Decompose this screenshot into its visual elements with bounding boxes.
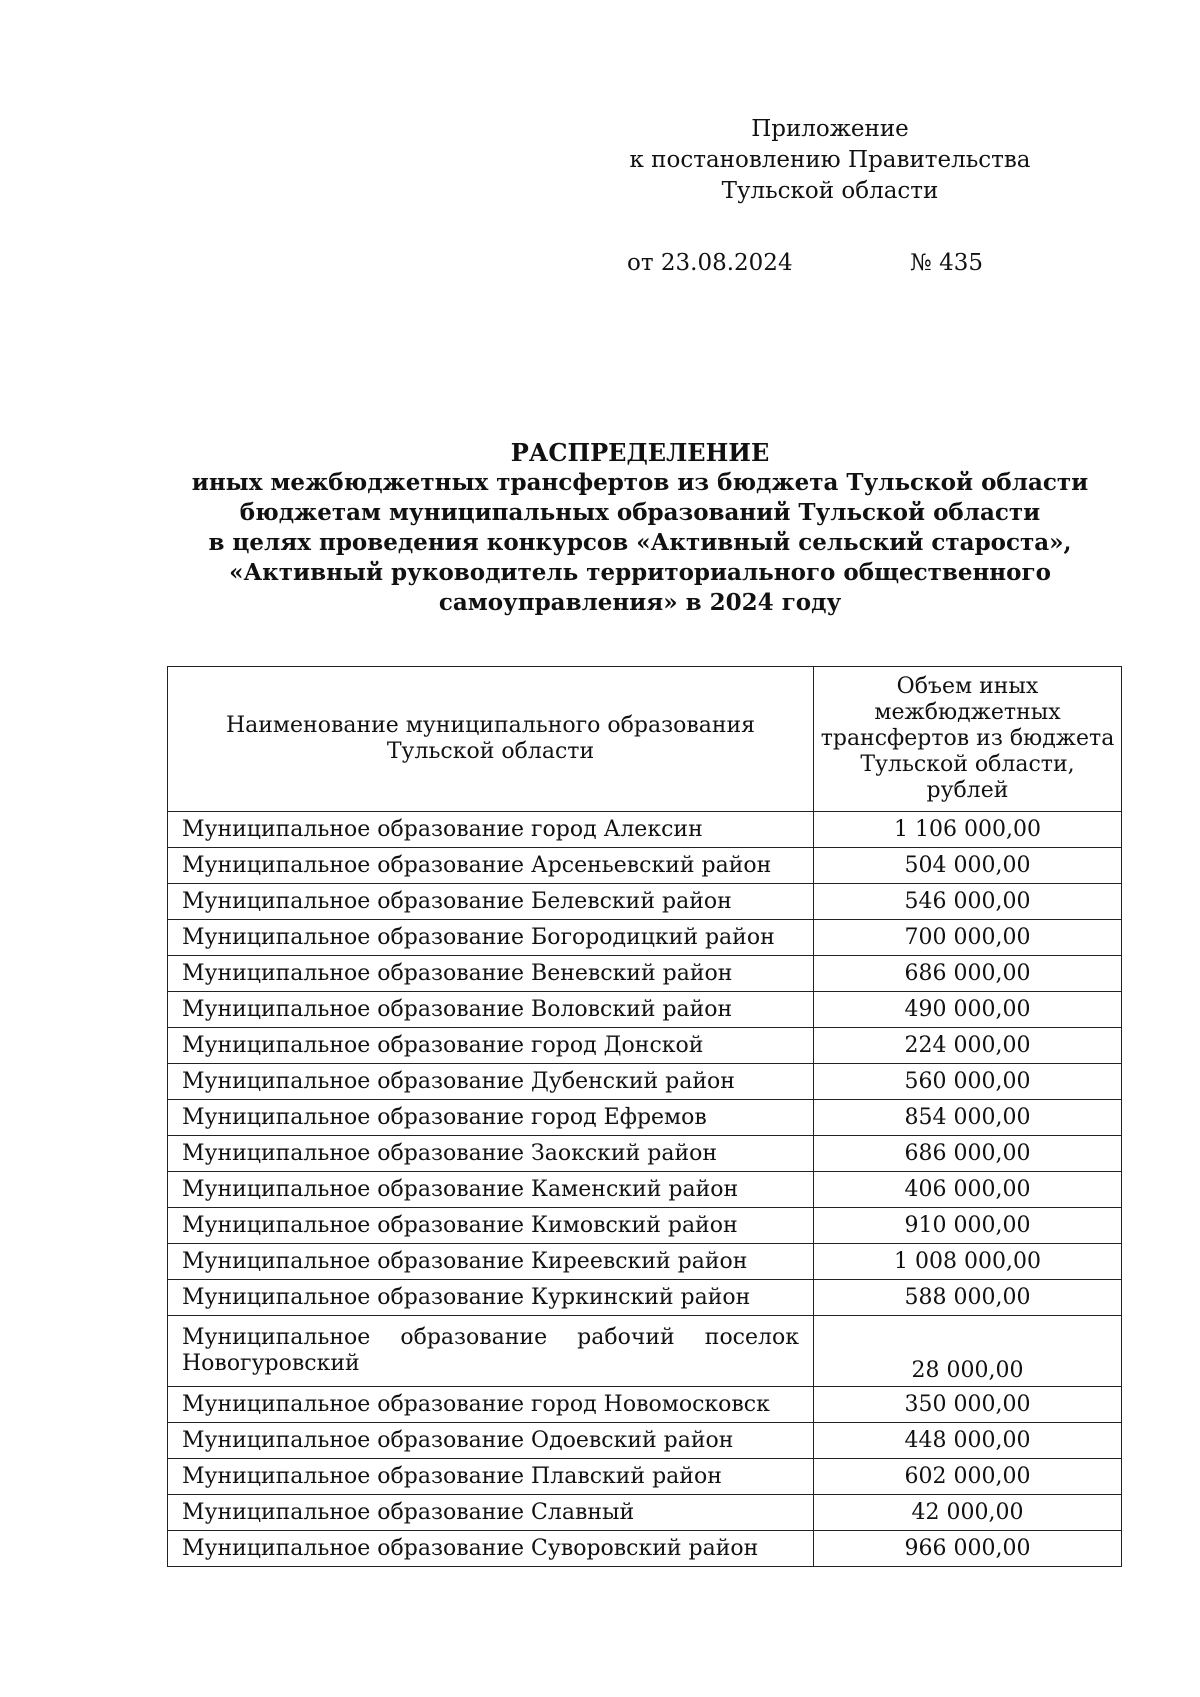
transfer-amount: 28 000,00 [814,1316,1122,1387]
table-row [168,1172,1122,1208]
title-line: бюджетам муниципальных образований Тульской области [239,499,1041,526]
transfer-amount: 686 000,00 [814,956,1122,992]
municipality-name: Муниципальное образование город Донской [168,1028,814,1064]
transfer-amount: 602 000,00 [814,1459,1122,1495]
municipality-name: Муниципальное образование Арсеньевский район [168,848,814,884]
transfer-amount: 490 000,00 [814,992,1122,1028]
table-row [168,1208,1122,1244]
municipality-name: Муниципальное образование город Новомосковск [168,1387,814,1423]
table-row [168,1459,1122,1495]
title-line: в целях проведения конкурсов «Активный сельский староста», [208,529,1072,556]
table-row [168,956,1122,992]
title-line: самоуправления» в 2024 году [438,589,842,616]
municipality-name: Муниципальное образование Богородицкий район [168,920,814,956]
transfer-amount: 1 106 000,00 [814,812,1122,848]
transfer-amount: 504 000,00 [814,848,1122,884]
transfer-amount: 42 000,00 [814,1495,1122,1531]
table-body [168,812,1122,1567]
title-heading: РАСПРЕДЕЛЕНИЕ [510,438,770,467]
table-row [168,1531,1122,1567]
transfer-amount: 686 000,00 [814,1136,1122,1172]
annex-line: к постановлению Правительства [629,147,1031,173]
municipality-name: Муниципальное образование Белевский район [168,884,814,920]
table-row [168,848,1122,884]
table-row [168,1244,1122,1280]
transfer-amount: 224 000,00 [814,1028,1122,1064]
table-row [168,992,1122,1028]
transfer-amount: 854 000,00 [814,1100,1122,1136]
table-row [168,1316,1122,1387]
table-row [168,1028,1122,1064]
municipality-name: Муниципальное образование Киреевский район [168,1244,814,1280]
municipality-name: Муниципальное образование Воловский район [168,992,814,1028]
municipality-name: Муниципальное образование Суворовский район [168,1531,814,1567]
table-row [168,1100,1122,1136]
municipality-name: Муниципальное образование Плавский район [168,1459,814,1495]
municipality-name: Муниципальное образование рабочий поселок Новогуровский [168,1316,814,1387]
municipality-name: Муниципальное образование город Алексин [168,812,814,848]
header-name: Наименование муниципального образования Тульской области [168,667,814,812]
transfer-amount: 546 000,00 [814,884,1122,920]
transfer-amount: 700 000,00 [814,920,1122,956]
transfer-amount: 966 000,00 [814,1531,1122,1567]
transfer-amount: 406 000,00 [814,1172,1122,1208]
table-row [168,812,1122,848]
table-row [168,1387,1122,1423]
header-amount: Объем иных межбюджетных трансфертов из бюджета Тульской области, рублей [814,667,1122,812]
municipality-name: Муниципальное образование Заокский район [168,1136,814,1172]
annex-block [620,114,1040,207]
table-row [168,884,1122,920]
table-row [168,1064,1122,1100]
table-row [168,920,1122,956]
table-row [168,1495,1122,1531]
table-row [168,1423,1122,1459]
table-row [168,1136,1122,1172]
table-row [168,1280,1122,1316]
municipality-name: Муниципальное образование Каменский район [168,1172,814,1208]
municipality-name: Муниципальное образование Веневский район [168,956,814,992]
decree-number: № 435 [910,250,983,276]
transfer-amount: 560 000,00 [814,1064,1122,1100]
title-line: иных межбюджетных трансфертов из бюджета Тульской области [191,469,1089,496]
annex-line: Тульской области [721,178,939,204]
transfer-amount: 910 000,00 [814,1208,1122,1244]
transfer-amount: 448 000,00 [814,1423,1122,1459]
municipality-name: Муниципальное образование Славный [168,1495,814,1531]
municipality-name: Муниципальное образование город Ефремов [168,1100,814,1136]
transfer-amount: 1 008 000,00 [814,1244,1122,1280]
title-line: «Активный руководитель территориального общественного [229,559,1051,586]
municipality-name: Муниципальное образование Дубенский район [168,1064,814,1100]
document-title [150,438,1130,618]
decree-date: от 23.08.2024 [627,250,793,276]
table-header-row [168,667,1122,812]
municipality-name: Муниципальное образование Одоевский район [168,1423,814,1459]
transfer-amount: 588 000,00 [814,1280,1122,1316]
annex-line: Приложение [751,116,909,142]
municipality-name: Муниципальное образование Куркинский район [168,1280,814,1316]
municipality-name: Муниципальное образование Кимовский район [168,1208,814,1244]
distribution-table [167,666,1122,1567]
transfer-amount: 350 000,00 [814,1387,1122,1423]
